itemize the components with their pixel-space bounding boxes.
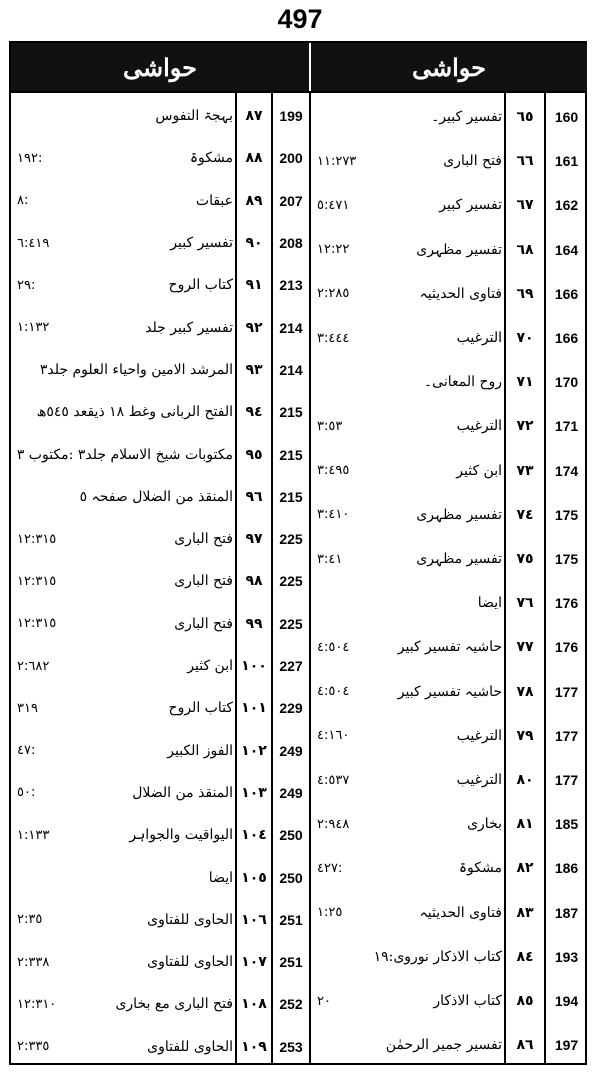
footnote-number: ٨٥ [516, 993, 534, 1010]
footnote-number: ٧٥ [516, 551, 534, 568]
source-title: کتاب الروح [168, 277, 233, 294]
footnote-number: ٨٠ [516, 772, 534, 789]
page-ref: 215 [279, 446, 303, 463]
footnote-row [11, 603, 587, 645]
volume-page-ref: ١٢:٣١٠ [17, 996, 57, 1012]
footnote-row [11, 730, 587, 772]
volume-page-ref: ٢:٦٨٢ [17, 658, 50, 674]
volume-page-ref [17, 391, 87, 433]
page-ref: 249 [279, 784, 303, 801]
page-ref: 176 [554, 595, 579, 612]
volume-page-ref [17, 349, 87, 391]
footnote-row [11, 391, 587, 433]
footnote-row [11, 687, 587, 729]
source-title: فتح الباری [174, 615, 233, 632]
page-ref: 200 [279, 150, 303, 167]
footnote-row [11, 180, 587, 222]
footnote-row [11, 941, 587, 983]
volume-page-ref: ٢:٣٣٨ [17, 954, 50, 970]
source-title: الترغیب [456, 330, 502, 347]
footnote-number: ١٠٣ [241, 784, 267, 801]
volume-page-ref: ٣١٩ [17, 700, 38, 716]
footnote-row [11, 433, 587, 475]
footnote-number: ١٠٨ [241, 996, 267, 1013]
page-ref: 225 [279, 573, 303, 590]
volume-page-ref: ٣:٥٣ [317, 418, 343, 434]
page-ref: 185 [554, 816, 579, 833]
footnote-number: ٩١ [245, 277, 263, 294]
source-title: کتاب الروح [168, 700, 233, 717]
source-title: حاشیہ تفسیر کبیر [397, 683, 502, 700]
volume-page-ref: ٣:٤٩٥ [317, 463, 350, 479]
volume-page-ref: ٦:٤١٩ [17, 235, 50, 251]
volume-page-ref [17, 95, 87, 137]
volume-page-ref: ٢:٣٥ [17, 912, 43, 928]
footnote-number: ٨٦ [516, 1037, 534, 1054]
footnote-number: ٩٠ [245, 235, 263, 252]
volume-page-ref: ١٢:٣١٥ [17, 573, 57, 589]
page-ref: 177 [554, 683, 579, 700]
volume-page-ref: ١٢:٢٢ [317, 242, 350, 258]
page-ref: 193 [554, 948, 579, 965]
source-title: فتح الباری [443, 153, 502, 170]
footnote-row [11, 899, 587, 941]
footnote-row [11, 264, 587, 306]
source-title: المنقذ من الضلال صفحہ ٥ [79, 488, 233, 505]
volume-page-ref [17, 433, 87, 475]
footnote-number: ٦٩ [516, 285, 534, 302]
page-ref: 229 [279, 700, 303, 717]
footnote-number: ٦٨ [516, 241, 534, 258]
footnote-row [11, 856, 587, 898]
volume-page-ref: ٥:٤٧١ [317, 197, 350, 213]
page-ref: 215 [279, 404, 303, 421]
footnote-number: ٦٧ [516, 197, 534, 214]
volume-page-ref: ٣:٤١٠ [317, 507, 350, 523]
footnote-number: ٨٤ [516, 948, 534, 965]
source-title: تفسیر کبیر [439, 197, 502, 214]
page-ref: 175 [554, 551, 579, 568]
footnote-row [11, 772, 587, 814]
source-title: تفسیر مظہری [416, 551, 502, 568]
page-ref: 250 [279, 869, 303, 886]
page-ref: 194 [554, 993, 579, 1010]
source-title: عبقات [195, 192, 233, 209]
source-title: تفسیر کبیر [170, 235, 233, 252]
page-ref: 214 [279, 319, 303, 336]
page-ref: 253 [279, 1038, 303, 1055]
page-ref: 213 [279, 277, 303, 294]
page-ref: 250 [279, 827, 303, 844]
source-title: الحاوی للفتاوی [147, 1038, 233, 1055]
page-ref: 249 [279, 742, 303, 759]
footnote-number: ١٠١ [241, 700, 267, 717]
page-ref: 214 [279, 361, 303, 378]
volume-page-ref: ٢:٩٤٨ [317, 816, 350, 832]
footnote-number: ١٠٧ [241, 954, 267, 971]
volume-page-ref: ٤:١٦٠ [317, 728, 350, 744]
page-ref: 197 [554, 1037, 579, 1054]
footnote-row [11, 307, 587, 349]
footnote-number: ٧٨ [516, 683, 534, 700]
source-title: الترغیب [456, 418, 502, 435]
footnote-number: ٩٨ [245, 573, 263, 590]
footnote-number: ٩٩ [245, 615, 263, 632]
page-ref: 227 [279, 658, 303, 675]
footnote-number: ٧١ [516, 374, 534, 391]
footnote-number: ٧٧ [516, 639, 534, 656]
source-title: تفسیر جمیر الرحمٰن [385, 1037, 502, 1054]
footnote-number: ٨١ [516, 816, 534, 833]
volume-page-ref: ٤:٥٠٤ [317, 639, 350, 655]
source-title: الترغیب [456, 772, 502, 789]
source-title: فتح الباری مع بخاری [115, 996, 233, 1013]
footnote-number: ٨٩ [245, 192, 263, 209]
footnote-number: ٩٣ [245, 361, 263, 378]
volume-page-ref: ١:١٣٣ [17, 827, 50, 843]
source-title: فتاوی الحدیثیہ [419, 904, 502, 921]
source-title: بخاری [467, 816, 502, 833]
page-ref: 252 [279, 996, 303, 1013]
page-ref: 225 [279, 531, 303, 548]
footnote-number: ٧٩ [516, 727, 534, 744]
page-ref: 177 [554, 727, 579, 744]
header-divider [11, 91, 585, 93]
volume-page-ref: ٤٧: [17, 743, 36, 759]
source-title: مشکوۃ [458, 860, 502, 877]
footnote-number: ١٠٢ [241, 742, 267, 759]
page-ref: 208 [279, 235, 303, 252]
volume-page-ref [17, 856, 87, 898]
page-ref: 170 [554, 374, 579, 391]
source-title: ابن کثیر [187, 658, 233, 675]
volume-page-ref: ١١:٢٧٣ [317, 153, 357, 169]
footnote-number: ٩٥ [245, 446, 263, 463]
volume-page-ref: ١:٢٥ [317, 905, 343, 921]
page-ref: 215 [279, 488, 303, 505]
volume-page-ref: ١٩٢: [17, 150, 43, 166]
footnote-row [11, 222, 587, 264]
source-title: تفسیر مظہری [416, 506, 502, 523]
source-title: المرشد الامین واحیاء العلوم جلد٣ [39, 361, 233, 378]
footnote-number: ٨٧ [245, 108, 263, 125]
page-ref: 164 [554, 241, 579, 258]
footnote-row [11, 1026, 587, 1068]
page-ref: 174 [554, 462, 579, 479]
volume-page-ref: ٣:٤٤٤ [317, 330, 350, 346]
source-title: ابن کثیر [456, 462, 502, 479]
volume-page-ref: ١٢:٣١٥ [17, 616, 57, 632]
page-number: 497 [277, 4, 323, 34]
source-title: حاشیہ تفسیر کبیر [397, 639, 502, 656]
volume-page-ref: ٢٩: [17, 277, 36, 293]
source-title: ایضا [208, 869, 233, 886]
source-title: فتح الباری [174, 531, 233, 548]
footnote-number: ٨٨ [245, 150, 263, 167]
source-title: المنقذ من الضلال [132, 784, 233, 801]
source-title: الیواقیت والجواہر [129, 827, 233, 844]
page-ref: 199 [279, 108, 303, 125]
source-title: الترغیب [456, 727, 502, 744]
footnote-row [11, 983, 587, 1025]
footnote-row [11, 349, 587, 391]
source-title: مشکوۃ [189, 150, 233, 167]
footnote-number: ٧٣ [516, 462, 534, 479]
volume-page-ref: ٥٠: [17, 785, 36, 801]
volume-page-ref: ٨: [17, 193, 29, 209]
source-title: تفسیر کبیر۔ [431, 109, 502, 126]
right-column-header: حواشی [311, 43, 587, 91]
footnote-row [11, 518, 587, 560]
footnote-number: ١٠٦ [241, 911, 267, 928]
page-ref: 251 [279, 954, 303, 971]
left-column-header: حواشی [11, 43, 309, 91]
volume-page-ref: ٤٢٧: [317, 860, 343, 876]
footnotes-table [9, 41, 587, 1065]
source-title: الفوز الکبیر [167, 742, 233, 759]
source-title: کتاب الاذکار [433, 993, 502, 1010]
page-ref: 171 [554, 418, 579, 435]
volume-page-ref: ٣:٤١ [317, 551, 343, 567]
source-title: الحاوی للفتاوی [147, 911, 233, 928]
source-title: کتاب الاذکار نوروی:١٩ [373, 948, 502, 965]
footnote-number: ٧٠ [516, 330, 534, 347]
volume-page-ref: ١٢:٣١٥ [17, 531, 57, 547]
footnote-number: ٧٤ [516, 506, 534, 523]
footnote-number: ١٠٤ [241, 827, 267, 844]
footnote-row [11, 95, 587, 137]
footnote-number: ٦٥ [516, 109, 534, 126]
page-ref: 225 [279, 615, 303, 632]
source-title: مکتوبات شیخ الاسلام جلد٣ :مکتوب ٣ [16, 446, 233, 463]
footnote-row [11, 560, 587, 602]
source-title: ایضا [477, 595, 502, 612]
footnote-number: ٩٧ [245, 531, 263, 548]
volume-page-ref: ٤:٥٠٤ [317, 684, 350, 700]
footnote-row [11, 814, 587, 856]
page-ref: 251 [279, 911, 303, 928]
page-ref: 207 [279, 192, 303, 209]
page-ref: 166 [554, 330, 579, 347]
page-ref: 166 [554, 285, 579, 302]
page-ref: 162 [554, 197, 579, 214]
source-title: تفسیر کبیر جلد [145, 319, 233, 336]
source-title: بہجۃ النفوس [155, 108, 233, 125]
footnote-row [11, 137, 587, 179]
page-ref: 176 [554, 639, 579, 656]
page-ref: 161 [554, 153, 579, 170]
source-title: الفتح الربانی وغط ١٨ ذیقعد ٥٤٥ھ [36, 404, 233, 421]
footnote-row [11, 645, 587, 687]
volume-page-ref: ٢:٢٨٥ [317, 286, 350, 302]
footnote-number: ٧٢ [516, 418, 534, 435]
footnote-number: ٨٢ [516, 860, 534, 877]
footnote-number: ١٠٥ [241, 869, 267, 886]
source-title: روح المعانی۔ [423, 374, 502, 391]
footnote-number: ٦٦ [516, 153, 534, 170]
volume-page-ref: ١:١٣٢ [17, 320, 50, 336]
footnote-number: ٩٤ [245, 404, 263, 421]
volume-page-ref [17, 476, 87, 518]
footnote-number: ٨٣ [516, 904, 534, 921]
volume-page-ref: ٢:٣٣٥ [17, 1039, 50, 1055]
source-title: فتح الباری [174, 573, 233, 590]
footnote-number: ١٠٠ [241, 658, 267, 675]
footnote-number: ١٠٩ [241, 1038, 267, 1055]
footnote-number: ٧٦ [516, 595, 534, 612]
source-title: الحاوی للفتاوی [147, 954, 233, 971]
source-title: تفسیر مظہری [416, 241, 502, 258]
volume-page-ref: ٢٠ [317, 993, 331, 1009]
page-ref: 186 [554, 860, 579, 877]
page-ref: 177 [554, 772, 579, 789]
source-title: فتاوی الحدیثیہ [419, 285, 502, 302]
footnote-row [11, 476, 587, 518]
footnote-number: ٩٦ [245, 488, 263, 505]
page-ref: 175 [554, 506, 579, 523]
footnote-number: ٩٢ [245, 319, 263, 336]
page-ref: 160 [554, 109, 579, 126]
volume-page-ref: ٤:٥٣٧ [317, 772, 350, 788]
page-ref: 187 [554, 904, 579, 921]
